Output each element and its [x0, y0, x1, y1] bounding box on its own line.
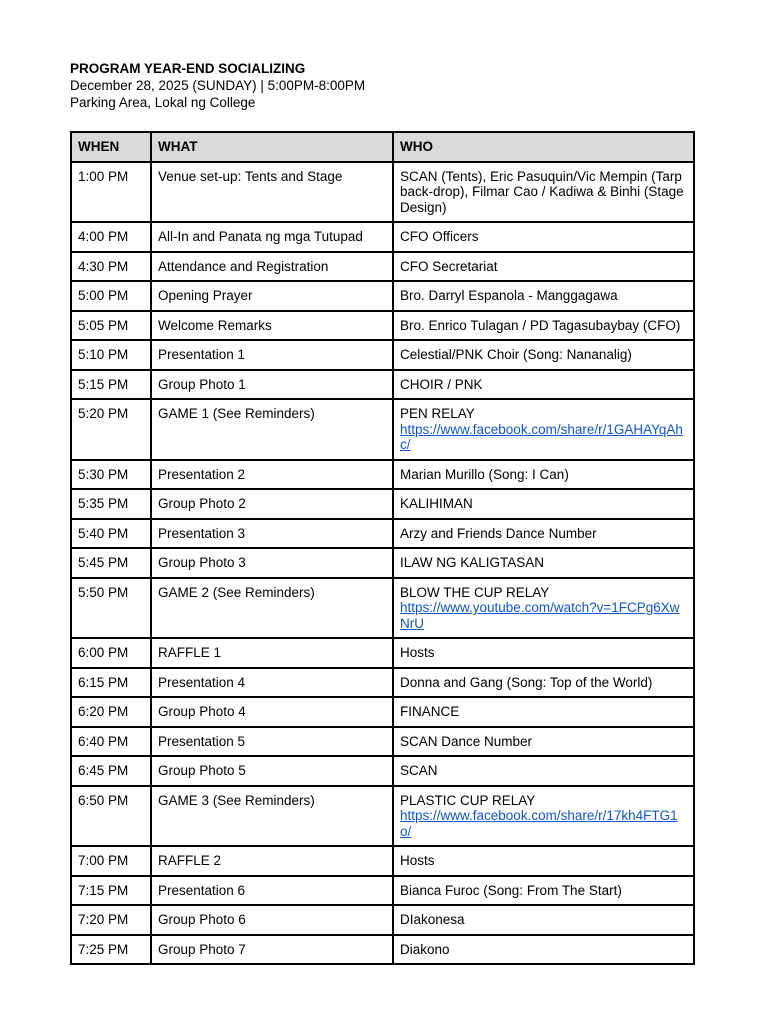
cell-who-text: PLASTIC CUP RELAY	[400, 792, 536, 808]
cell-what: Presentation 3	[151, 519, 393, 549]
cell-when: 6:20 PM	[71, 697, 151, 727]
cell-when: 6:50 PM	[71, 786, 151, 847]
cell-who	[393, 519, 694, 549]
cell-what: All-In and Panata ng mga Tutupad	[151, 222, 393, 252]
cell-who	[393, 252, 694, 282]
cell-who	[393, 489, 694, 519]
cell-who	[393, 162, 694, 223]
game-video-link[interactable]: https://www.facebook.com/share/r/17kh4FTG1o/	[400, 808, 678, 839]
cell-who-text: SCAN	[400, 763, 438, 778]
cell-who-text: DIakonesa	[400, 912, 465, 927]
cell-who	[393, 756, 694, 786]
cell-what: Opening Prayer	[151, 281, 393, 311]
cell-what: Group Photo 5	[151, 756, 393, 786]
cell-what: Group Photo 7	[151, 935, 393, 965]
cell-what: RAFFLE 2	[151, 846, 393, 876]
game-video-link[interactable]: https://www.youtube.com/watch?v=1FCPg6XwNrU	[400, 600, 680, 631]
cell-who	[393, 311, 694, 341]
column-header-what: WHAT	[151, 132, 393, 162]
cell-who-text: CFO Officers	[400, 229, 479, 244]
cell-what: Attendance and Registration	[151, 252, 393, 282]
cell-when: 1:00 PM	[71, 162, 151, 223]
cell-what: Presentation 6	[151, 876, 393, 906]
schedule-table	[70, 131, 695, 965]
cell-who-text: ILAW NG KALIGTASAN	[400, 555, 545, 570]
cell-who-text: Marian Murillo (Song: I Can)	[400, 466, 569, 482]
table-row	[71, 876, 694, 906]
cell-what: RAFFLE 1	[151, 638, 393, 668]
table-row	[71, 786, 694, 847]
game-video-link[interactable]: https://www.facebook.com/share/r/1GAHAYqAhc/	[400, 421, 683, 452]
cell-who-text: KALIHIMAN	[400, 496, 473, 511]
cell-when: 5:50 PM	[71, 578, 151, 639]
cell-who	[393, 460, 694, 490]
cell-when: 5:10 PM	[71, 340, 151, 370]
table-row	[71, 578, 694, 639]
program-venue: Parking Area, Lokal ng College	[70, 95, 256, 110]
table-row	[71, 935, 694, 965]
program-date: December 28, 2025 (SUNDAY) | 5:00PM-8:00PM	[70, 78, 366, 93]
table-row	[71, 281, 694, 311]
cell-who	[393, 578, 694, 639]
cell-what: GAME 2 (See Reminders)	[151, 578, 393, 639]
cell-when: 7:20 PM	[71, 905, 151, 935]
table-row	[71, 905, 694, 935]
cell-what: Group Photo 1	[151, 370, 393, 400]
table-row	[71, 668, 694, 698]
program-header	[70, 60, 365, 111]
cell-who	[393, 638, 694, 668]
cell-when: 5:35 PM	[71, 489, 151, 519]
column-header-who: WHO	[393, 132, 694, 162]
cell-who-text: FINANCE	[400, 704, 460, 719]
cell-who-text: CHOIR / PNK	[400, 376, 483, 392]
cell-when: 5:30 PM	[71, 460, 151, 490]
cell-what: Group Photo 2	[151, 489, 393, 519]
cell-when: 5:15 PM	[71, 370, 151, 400]
table-row	[71, 519, 694, 549]
cell-who-text: Hosts	[400, 645, 435, 660]
cell-who-text: SCAN Dance Number	[400, 733, 533, 749]
cell-who-text: Bianca Furoc (Song: From The Start)	[400, 882, 622, 898]
table-row	[71, 638, 694, 668]
cell-when: 7:00 PM	[71, 846, 151, 876]
cell-who	[393, 281, 694, 311]
cell-what: Group Photo 4	[151, 697, 393, 727]
cell-who	[393, 548, 694, 578]
cell-who	[393, 340, 694, 370]
cell-who-text: Arzy and Friends Dance Number	[400, 525, 597, 541]
table-row	[71, 222, 694, 252]
cell-when: 6:00 PM	[71, 638, 151, 668]
cell-who-text: Bro. Enrico Tulagan / PD Tagasubaybay (CFO)	[400, 317, 681, 333]
cell-who	[393, 697, 694, 727]
cell-what: GAME 1 (See Reminders)	[151, 399, 393, 460]
table-row	[71, 311, 694, 341]
cell-who-text: SCAN (Tents), Eric Pasuquin/Vic Mempin (Tarp back-drop), Filmar Cao / Kadiwa & Binhi (Stage Design)	[400, 168, 684, 215]
cell-who	[393, 222, 694, 252]
cell-who-text: Hosts	[400, 853, 435, 868]
cell-what: Presentation 2	[151, 460, 393, 490]
table-header-row	[71, 132, 694, 162]
table-row	[71, 460, 694, 490]
table-row	[71, 340, 694, 370]
cell-who	[393, 935, 694, 965]
cell-who	[393, 905, 694, 935]
cell-when: 5:40 PM	[71, 519, 151, 549]
cell-what: Venue set-up: Tents and Stage	[151, 162, 393, 223]
cell-who	[393, 727, 694, 757]
program-title: PROGRAM YEAR-END SOCIALIZING	[70, 61, 306, 76]
cell-who-text: Celestial/PNK Choir (Song: Nananalig)	[400, 347, 632, 362]
cell-what: Presentation 5	[151, 727, 393, 757]
cell-when: 5:45 PM	[71, 548, 151, 578]
cell-who-text: Donna and Gang (Song: Top of the World)	[400, 674, 653, 690]
cell-when: 5:05 PM	[71, 311, 151, 341]
table-row	[71, 548, 694, 578]
cell-when: 7:25 PM	[71, 935, 151, 965]
table-row	[71, 399, 694, 460]
cell-when: 4:30 PM	[71, 252, 151, 282]
table-row	[71, 697, 694, 727]
cell-what: GAME 3 (See Reminders)	[151, 786, 393, 847]
cell-who	[393, 399, 694, 460]
table-row	[71, 489, 694, 519]
cell-what: Group Photo 6	[151, 905, 393, 935]
column-header-when: WHEN	[71, 132, 151, 162]
cell-who	[393, 846, 694, 876]
cell-who-text: PEN RELAY	[400, 406, 475, 421]
cell-who	[393, 370, 694, 400]
cell-what: Presentation 4	[151, 668, 393, 698]
cell-who	[393, 668, 694, 698]
table-row	[71, 727, 694, 757]
cell-when: 4:00 PM	[71, 222, 151, 252]
cell-when: 6:40 PM	[71, 727, 151, 757]
table-row	[71, 252, 694, 282]
cell-what: Presentation 1	[151, 340, 393, 370]
table-row	[71, 756, 694, 786]
cell-when: 5:00 PM	[71, 281, 151, 311]
cell-who	[393, 786, 694, 847]
cell-when: 7:15 PM	[71, 876, 151, 906]
cell-who-text: Diakono	[400, 941, 450, 957]
cell-what: Welcome Remarks	[151, 311, 393, 341]
cell-who-text: Bro. Darryl Espanola - Manggagawa	[400, 288, 618, 303]
schedule-body	[71, 162, 694, 965]
cell-when: 6:15 PM	[71, 668, 151, 698]
cell-who-text: BLOW THE CUP RELAY	[400, 584, 550, 600]
cell-who-text: CFO Secretariat	[400, 258, 498, 274]
cell-what: Group Photo 3	[151, 548, 393, 578]
cell-when: 6:45 PM	[71, 756, 151, 786]
table-row	[71, 846, 694, 876]
table-row	[71, 162, 694, 223]
cell-who	[393, 876, 694, 906]
cell-when: 5:20 PM	[71, 399, 151, 460]
table-row	[71, 370, 694, 400]
